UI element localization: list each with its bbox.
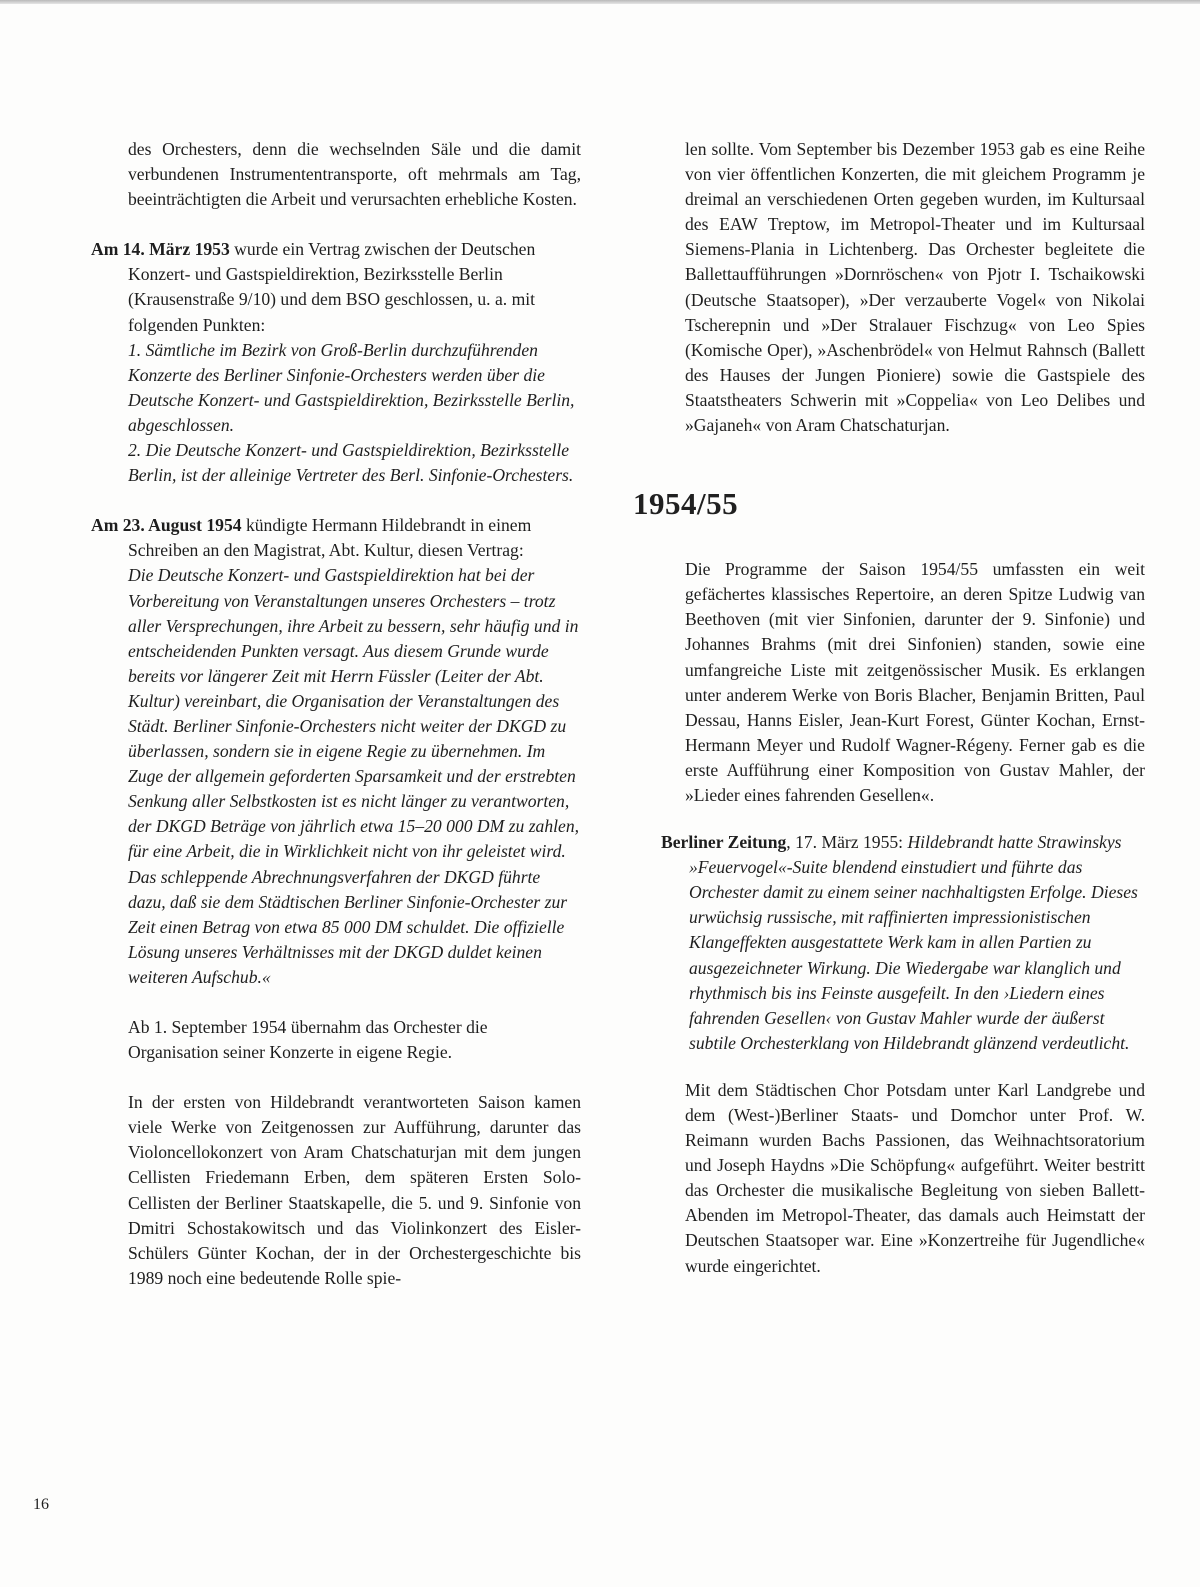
paragraph-text: wurde ein Vertrag zwischen der Deutschen Konzert- und Gastspieldirektion, Bezirksstelle Berlin (Krausenstraße 9/10) und dem BSO geschlossen, u. a. mit folgenden Punkten: — [128, 239, 536, 335]
paragraph-right-4: Mit dem Städtischen Chor Potsdam unter Karl Landgrebe und dem (West-)Berliner Staats- und Domchor unter Prof. W. Reimann wurden Bachs Passionen, das Weihnachtsoratorium und Joseph Haydns »Die Schöpfung« aufgeführt. Weiter bestritt das Orchester die musikalische Begleitung von sieben Ballett-Abenden im Metropol-Theater, das damals auch Heimstatt der Deutschen Staatsoper war. Eine »Konzertreihe für Jugendliche« wurde eingerichtet. — [685, 1079, 1145, 1276]
date-lead: Am 23. August 1954 — [91, 515, 242, 536]
contract-point-2: 2. Die Deutsche Konzert- und Gastspieldirektion, Bezirksstelle Berlin, ist der alleinige Vertreter des Berl. Sinfonie-Orchesters. — [128, 440, 574, 486]
paragraph-right-2: Die Programme der Saison 1954/55 umfassten ein weit gefächertes klassisches Repertoire, an deren Spitze Ludwig van Beethoven (mit vier Sinfonien, darunter der 9. Sinfonie) und Johannes Brahms (mit drei Sinfonien) standen, sowie eine umfangreiche Liste mit zeitgenössischer Musik. Es erklangen unter anderem Werke von Boris Blacher, Benjamin Britten, Paul Dessau, Hanns Eisler, Jean-Kurt Forest, Günter Kochan, Ernst-Hermann Meyer und Rudolf Wagner-Régeny. Ferner gab es die erste Aufführung einer Komposition von Gustav Mahler, der »Lieder eines fahrenden Gesellen«. — [685, 559, 1145, 805]
left-column — [91, 137, 581, 1291]
letter-quote: Die Deutsche Konzert- und Gastspieldirektion hat bei der Vorbereitung von Veranstaltungen unseres Orchesters – trotz aller Versprechungen, ihre Arbeit zu bessern, sehr häufig und in entscheidenden Punkten versagt. Aus diesem Grunde wurde bereits vor längerer Zeit mit Herrn Füssler (Leiter der Abt. Kultur) vereinbart, die Organisation der Veranstaltungen des Städt. Berliner Sinfonie-Orchesters nicht weiter der DKGD zu überlassen, sondern sie in eigene Regie zu übernehmen. Im Zuge der allgemein geforderten Sparsamkeit und der erstrebten Senkung aller Selbstkosten ist es nicht länger zu verantworten, der DKGD Beträge von jährlich etwa 15–20 000 DM zu zahlen, für eine Arbeit, die in Wirklichkeit nicht von ihr geleistet wird. Das schleppende Abrechnungsverfahren der DKGD führte dazu, daß sie dem Städtischen Berliner Sinfonie-Orchester zur Zeit einen Betrag von etwa 85 000 DM schuldet. Die offizielle Lösung unseres Verhältnisses mit der DKGD duldet keinen weiteren Aufschub.« — [128, 565, 580, 987]
paragraph-termination-1954 — [91, 513, 581, 990]
quote-date: , 17. März 1955: — [786, 832, 908, 853]
press-quote: Hildebrandt hatte Strawinskys »Feuervogel«-Suite blendend einstudiert und führte das Orchester damit zu einem seiner nachhaltigsten Erfolge. Dieses urwüchsig russische, mit raffinierten impressionistischen Klangeffekten ausgestattete Werk kam in allen Partien zu ausgezeichneter Wirkung. Die Wiedergabe war klanglich und rhythmisch bis ins Feinste ausgefeilt. In den ›Liedern eines fahrenden Gesellen‹ von Gustav Mahler wurde der äußerst subtile Orchesterklang von Hildebrandt glänzend verdeutlicht. — [689, 832, 1138, 1053]
scan-top-edge — [0, 0, 1200, 4]
paragraph-left-1: des Orchesters, denn die wechselnden Säle und die damit verbundenen Instrumententransporte, oft mehrmals am Tag, beeinträchtigten die Arbeit und verursachten erhebliche Kosten. — [128, 139, 581, 210]
paragraph-contract-1953 — [91, 237, 581, 488]
paragraph-left-4: Ab 1. September 1954 übernahm das Orchester die Organisation seiner Konzerte in eigene Regie. — [128, 1017, 488, 1063]
section-heading: 1954/55 — [633, 486, 739, 522]
paragraph-right-1: len sollte. Vom September bis Dezember 1953 gab es eine Reihe von vier öffentlichen Konzerten, die mit gleichem Programm je dreimal an verschiedenen Orten gegeben wurden, im Kultursaal des EAW Treptow, im Metropol-Theater und im Kultursaal Siemens-Plania in Lichtenberg. Das Orchester begleitete die Ballettaufführungen »Dornröschen« von Pjotr I. Tschaikowski (Deutsche Staatsoper), »Der verzauberte Vogel« von Nikolai Tscherepnin und »Der Stralauer Fischzug« von Leo Spies (Komische Oper), »Aschenbrödel« von Helmut Rahnsch (Ballett des Hauses der Jungen Pioniere) sowie die Gastspiele des Staatstheaters Schwerin mit »Coppelia« von Leo Delibes und »Gajaneh« von Aram Chatschaturjan. — [685, 139, 1145, 436]
contract-point-1: 1. Sämtliche im Bezirk von Groß-Berlin durchzuführenden Konzerte des Berliner Sinfonie-Orchesters werden über die Deutsche Konzert- und Gastspieldirektion, Bezirksstelle Berlin, abgeschlossen. — [128, 339, 575, 435]
paragraph-left-5: In der ersten von Hildebrandt verantworteten Saison kamen viele Werke von Zeitgenossen zur Aufführung, darunter das Violoncellokonzert von Aram Chatschaturjan mit dem jungen Cellisten Friedemann Erben, dem späteren Ersten Solo-Cellisten der Berliner Staatskapelle, die 5. und 9. Sinfonie von Dmitri Schostakowitsch und das Violinkonzert des Eisler-Schülers Günter Kochan, der in der Orchestergeschichte bis 1989 noch eine bedeutende Rolle spie- — [128, 1092, 581, 1288]
date-lead: Am 14. März 1953 — [91, 239, 230, 260]
right-column — [633, 137, 1145, 1279]
paragraph-text: kündigte Hermann Hildebrandt in einem Schreiben an den Magistrat, Abt. Kultur, diesen Vertrag: — [128, 515, 532, 561]
page-number: 16 — [33, 1496, 49, 1513]
paragraph-press-quote — [661, 830, 1145, 1056]
newspaper-name: Berliner Zeitung — [661, 832, 787, 853]
